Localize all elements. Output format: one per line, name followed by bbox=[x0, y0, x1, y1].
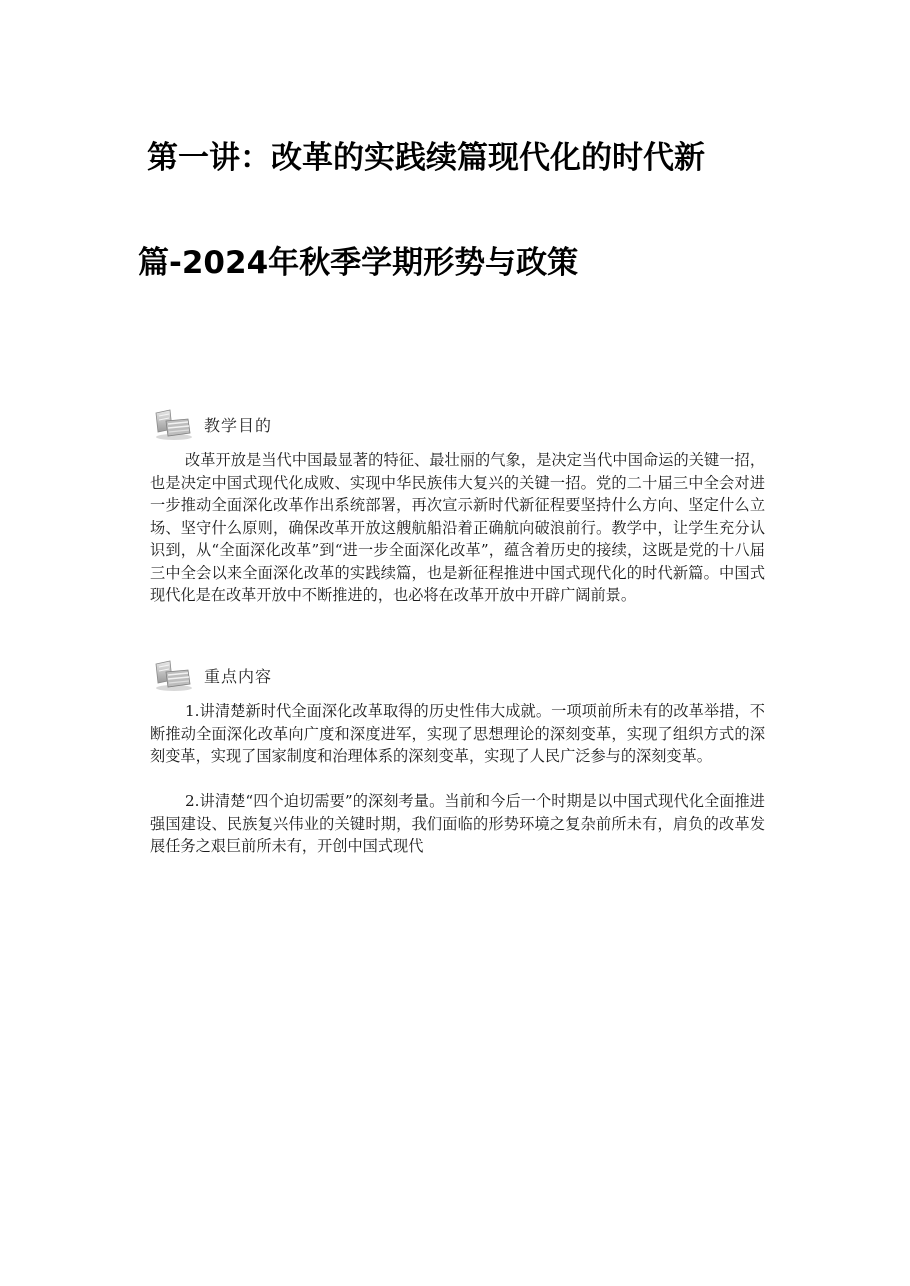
document-title-line-2: 篇-2024年秋季学期形势与政策 bbox=[138, 245, 579, 281]
teaching-purpose-paragraph: 改革开放是当代中国最显著的特征、最壮丽的气象，是决定当代中国命运的关键一招，也是决定中国式现代化成败、实现中华民族伟大复兴的关键一招。党的二十届三中全会对进一步推动全面深化改革作出系统部署，再次宣示新时代新征程要坚持什么方向、坚定什么立场、坚守什么原则，确保改革开放这艘航船沿着正确航向破浪前行。教学中，让学生充分认识到，从“全面深化改革”到“进一步全面深化改革”，蕴含着历史的接续，这既是党的十八届三中全会以来全面深化改革的实践续篇，也是新征程推进中国式现代化的时代新篇。中国式现代化是在改革开放中不断推进的，也必将在改革开放中开辟广阔前景。 bbox=[150, 451, 765, 604]
key-content-item: 1.讲清楚新时代全面深化改革取得的历史性伟大成就。一项项前所未有的改革举措，不断推动全面深化改革向广度和深度进军，实现了思想理论的深刻变革，实现了组织方式的深刻变革，实现了国家制度和治理体系的深刻变革，实现了人民广泛参与的深刻变革。 bbox=[150, 702, 765, 765]
section-heading-key-content bbox=[152, 658, 272, 692]
section-label: 重点内容 bbox=[204, 666, 273, 686]
section-heading-teaching-purpose bbox=[152, 407, 272, 441]
books-icon bbox=[152, 407, 194, 441]
section-label: 教学目的 bbox=[204, 415, 273, 435]
key-content-item: 2.讲清楚“四个迫切需要”的深刻考量。当前和今后一个时期是以中国式现代化全面推进强国建设、民族复兴伟业的关键时期，我们面临的形势环境之复杂前所未有，肩负的改革发展任务之艰巨前所未有，开创中国式现代 bbox=[150, 792, 765, 855]
books-icon bbox=[152, 658, 194, 692]
document-title-line-1: 第一讲：改革的实践续篇现代化的时代新 bbox=[147, 140, 705, 176]
